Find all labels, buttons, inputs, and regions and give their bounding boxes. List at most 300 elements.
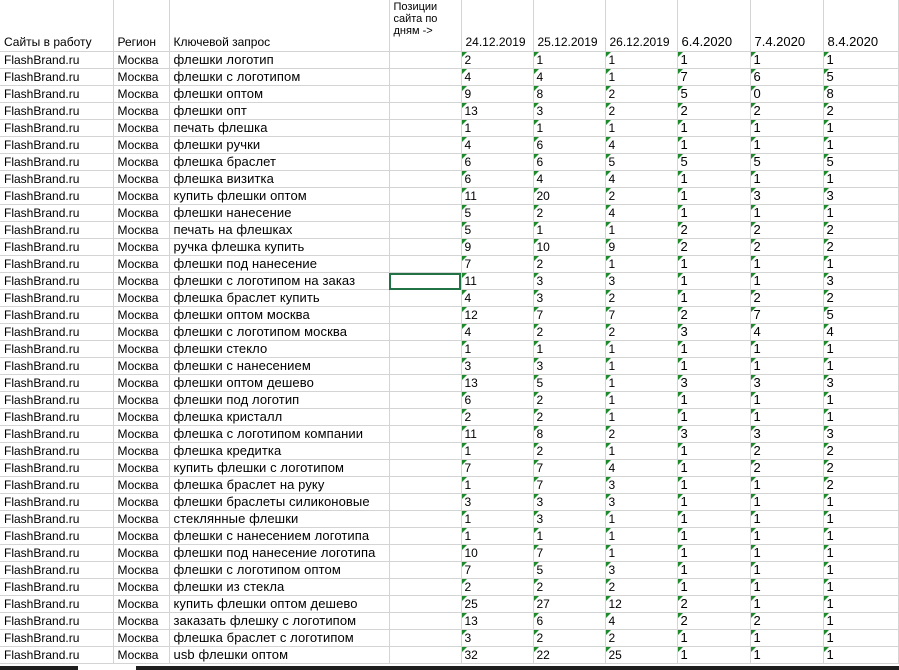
cell-keyword[interactable]: флешки нанесение <box>169 205 389 222</box>
cell-region[interactable]: Москва <box>113 239 169 256</box>
cell-position-value[interactable]: 1 <box>750 137 823 154</box>
cell-region[interactable]: Москва <box>113 324 169 341</box>
cell-keyword[interactable]: флешка кристалл <box>169 409 389 426</box>
cell-position-value[interactable]: 3 <box>677 426 750 443</box>
cell-positions[interactable] <box>389 69 461 86</box>
cell-position-value[interactable]: 9 <box>605 239 677 256</box>
cell-position-value[interactable]: 2 <box>750 613 823 630</box>
cell-region[interactable]: Москва <box>113 630 169 647</box>
cell-position-value[interactable]: 6 <box>533 154 605 171</box>
cell-position-value[interactable]: 1 <box>677 273 750 290</box>
cell-region[interactable]: Москва <box>113 443 169 460</box>
cell-region[interactable]: Москва <box>113 307 169 324</box>
cell-keyword[interactable]: флешки с логотипом <box>169 69 389 86</box>
cell-position-value[interactable]: 2 <box>677 222 750 239</box>
cell-position-value[interactable]: 3 <box>533 290 605 307</box>
cell-region[interactable]: Москва <box>113 647 169 664</box>
cell-position-value[interactable]: 3 <box>677 324 750 341</box>
cell-position-value[interactable]: 1 <box>823 545 898 562</box>
cell-region[interactable]: Москва <box>113 375 169 392</box>
cell-position-value[interactable]: 1 <box>677 137 750 154</box>
cell-position-value[interactable]: 1 <box>605 256 677 273</box>
cell-position-value[interactable]: 1 <box>823 579 898 596</box>
cell-position-value[interactable]: 1 <box>823 341 898 358</box>
cell-region[interactable]: Москва <box>113 52 169 69</box>
cell-site[interactable]: FlashBrand.ru <box>0 69 113 86</box>
cell-position-value[interactable]: 10 <box>461 545 533 562</box>
cell-position-value[interactable]: 2 <box>677 239 750 256</box>
cell-site[interactable]: FlashBrand.ru <box>0 443 113 460</box>
cell-region[interactable]: Москва <box>113 171 169 188</box>
cell-position-value[interactable]: 7 <box>605 307 677 324</box>
cell-region[interactable]: Москва <box>113 392 169 409</box>
cell-position-value[interactable]: 1 <box>750 596 823 613</box>
cell-position-value[interactable]: 1 <box>677 647 750 664</box>
header-site[interactable]: Сайты в работу <box>0 0 113 52</box>
cell-position-value[interactable]: 2 <box>823 103 898 120</box>
cell-keyword[interactable]: флешки под логотип <box>169 392 389 409</box>
cell-position-value[interactable]: 1 <box>677 52 750 69</box>
cell-keyword[interactable]: купить флешки оптом дешево <box>169 596 389 613</box>
cell-position-value[interactable]: 1 <box>677 120 750 137</box>
cell-positions[interactable] <box>389 545 461 562</box>
cell-position-value[interactable]: 3 <box>823 273 898 290</box>
cell-keyword[interactable]: флешки с логотипом на заказ <box>169 273 389 290</box>
cell-position-value[interactable]: 2 <box>605 188 677 205</box>
cell-region[interactable]: Москва <box>113 86 169 103</box>
cell-position-value[interactable]: 12 <box>461 307 533 324</box>
cell-site[interactable]: FlashBrand.ru <box>0 137 113 154</box>
cell-position-value[interactable]: 1 <box>677 188 750 205</box>
cell-position-value[interactable]: 4 <box>823 324 898 341</box>
cell-position-value[interactable]: 3 <box>533 273 605 290</box>
cell-keyword[interactable]: usb флешки оптом <box>169 647 389 664</box>
cell-region[interactable]: Москва <box>113 528 169 545</box>
cell-position-value[interactable]: 2 <box>750 460 823 477</box>
cell-position-value[interactable]: 1 <box>677 460 750 477</box>
cell-positions[interactable] <box>389 86 461 103</box>
cell-keyword[interactable]: флешки оптом <box>169 86 389 103</box>
cell-site[interactable]: FlashBrand.ru <box>0 86 113 103</box>
cell-position-value[interactable]: 1 <box>823 256 898 273</box>
cell-keyword[interactable]: флешки браслеты силиконовые <box>169 494 389 511</box>
cell-keyword[interactable]: флешки с логотипом оптом <box>169 562 389 579</box>
cell-position-value[interactable]: 8 <box>533 86 605 103</box>
cell-position-value[interactable]: 1 <box>750 392 823 409</box>
cell-positions[interactable] <box>389 341 461 358</box>
cell-site[interactable]: FlashBrand.ru <box>0 375 113 392</box>
cell-position-value[interactable]: 1 <box>677 409 750 426</box>
cell-position-value[interactable]: 7 <box>677 69 750 86</box>
cell-site[interactable]: FlashBrand.ru <box>0 103 113 120</box>
cell-position-value[interactable]: 7 <box>533 545 605 562</box>
cell-position-value[interactable]: 2 <box>605 290 677 307</box>
cell-position-value[interactable]: 3 <box>750 426 823 443</box>
header-date[interactable]: 26.12.2019 <box>605 0 677 52</box>
cell-position-value[interactable]: 1 <box>823 528 898 545</box>
cell-position-value[interactable]: 2 <box>533 443 605 460</box>
cell-position-value[interactable]: 8 <box>823 86 898 103</box>
cell-region[interactable]: Москва <box>113 579 169 596</box>
cell-position-value[interactable]: 1 <box>533 222 605 239</box>
cell-position-value[interactable]: 3 <box>823 375 898 392</box>
cell-region[interactable]: Москва <box>113 341 169 358</box>
cell-region[interactable]: Москва <box>113 545 169 562</box>
cell-position-value[interactable]: 1 <box>461 120 533 137</box>
cell-position-value[interactable]: 2 <box>750 239 823 256</box>
cell-position-value[interactable]: 5 <box>533 562 605 579</box>
cell-position-value[interactable]: 1 <box>750 528 823 545</box>
cell-position-value[interactable]: 1 <box>823 630 898 647</box>
cell-position-value[interactable]: 7 <box>750 307 823 324</box>
cell-position-value[interactable]: 2 <box>750 443 823 460</box>
cell-position-value[interactable]: 1 <box>677 579 750 596</box>
cell-site[interactable]: FlashBrand.ru <box>0 426 113 443</box>
cell-position-value[interactable]: 13 <box>461 375 533 392</box>
cell-site[interactable]: FlashBrand.ru <box>0 120 113 137</box>
cell-position-value[interactable]: 2 <box>823 443 898 460</box>
cell-positions[interactable] <box>389 188 461 205</box>
cell-position-value[interactable]: 1 <box>823 358 898 375</box>
cell-site[interactable]: FlashBrand.ru <box>0 222 113 239</box>
cell-position-value[interactable]: 4 <box>461 290 533 307</box>
cell-position-value[interactable]: 1 <box>677 511 750 528</box>
cell-position-value[interactable]: 3 <box>750 375 823 392</box>
cell-position-value[interactable]: 3 <box>533 103 605 120</box>
cell-positions[interactable] <box>389 375 461 392</box>
cell-position-value[interactable]: 25 <box>461 596 533 613</box>
cell-keyword[interactable]: флешки с нанесением логотипа <box>169 528 389 545</box>
cell-site[interactable]: FlashBrand.ru <box>0 647 113 664</box>
cell-position-value[interactable]: 1 <box>750 358 823 375</box>
cell-keyword[interactable]: флешки ручки <box>169 137 389 154</box>
cell-positions[interactable] <box>389 613 461 630</box>
cell-position-value[interactable]: 11 <box>461 426 533 443</box>
cell-position-value[interactable]: 1 <box>605 120 677 137</box>
cell-position-value[interactable]: 1 <box>750 494 823 511</box>
cell-region[interactable]: Москва <box>113 562 169 579</box>
cell-position-value[interactable]: 1 <box>750 205 823 222</box>
cell-position-value[interactable]: 1 <box>605 392 677 409</box>
cell-position-value[interactable]: 1 <box>823 392 898 409</box>
cell-position-value[interactable]: 4 <box>605 205 677 222</box>
cell-positions[interactable] <box>389 239 461 256</box>
cell-region[interactable]: Москва <box>113 613 169 630</box>
cell-position-value[interactable]: 6 <box>461 171 533 188</box>
cell-site[interactable]: FlashBrand.ru <box>0 256 113 273</box>
cell-position-value[interactable]: 1 <box>605 375 677 392</box>
cell-position-value[interactable]: 6 <box>461 392 533 409</box>
cell-positions[interactable] <box>389 409 461 426</box>
cell-position-value[interactable]: 1 <box>533 528 605 545</box>
cell-position-value[interactable]: 5 <box>461 205 533 222</box>
cell-positions[interactable] <box>389 494 461 511</box>
header-date[interactable]: 25.12.2019 <box>533 0 605 52</box>
cell-position-value[interactable]: 5 <box>750 154 823 171</box>
cell-position-value[interactable]: 2 <box>605 426 677 443</box>
cell-position-value[interactable]: 7 <box>533 460 605 477</box>
cell-keyword[interactable]: флешки под нанесение логотипа <box>169 545 389 562</box>
cell-position-value[interactable]: 1 <box>750 52 823 69</box>
cell-position-value[interactable]: 1 <box>823 562 898 579</box>
cell-position-value[interactable]: 3 <box>605 273 677 290</box>
cell-position-value[interactable]: 1 <box>750 511 823 528</box>
cell-position-value[interactable]: 1 <box>461 511 533 528</box>
cell-site[interactable]: FlashBrand.ru <box>0 171 113 188</box>
cell-position-value[interactable]: 1 <box>461 443 533 460</box>
cell-position-value[interactable]: 2 <box>823 477 898 494</box>
cell-positions[interactable] <box>389 460 461 477</box>
cell-region[interactable]: Москва <box>113 205 169 222</box>
cell-region[interactable]: Москва <box>113 188 169 205</box>
cell-position-value[interactable]: 2 <box>533 205 605 222</box>
cell-position-value[interactable]: 3 <box>605 477 677 494</box>
cell-positions[interactable] <box>389 596 461 613</box>
cell-site[interactable]: FlashBrand.ru <box>0 630 113 647</box>
cell-positions[interactable] <box>389 324 461 341</box>
cell-position-value[interactable]: 4 <box>533 171 605 188</box>
cell-position-value[interactable]: 3 <box>533 511 605 528</box>
cell-position-value[interactable]: 5 <box>677 86 750 103</box>
cell-position-value[interactable]: 3 <box>823 426 898 443</box>
cell-position-value[interactable]: 1 <box>750 120 823 137</box>
cell-position-value[interactable]: 9 <box>461 239 533 256</box>
cell-site[interactable]: FlashBrand.ru <box>0 409 113 426</box>
cell-keyword[interactable]: флешка кредитка <box>169 443 389 460</box>
cell-region[interactable]: Москва <box>113 494 169 511</box>
cell-position-value[interactable]: 8 <box>533 426 605 443</box>
cell-position-value[interactable]: 1 <box>750 341 823 358</box>
cell-positions[interactable] <box>389 120 461 137</box>
cell-positions[interactable] <box>389 579 461 596</box>
cell-position-value[interactable]: 2 <box>605 86 677 103</box>
cell-region[interactable]: Москва <box>113 409 169 426</box>
cell-position-value[interactable]: 2 <box>750 222 823 239</box>
cell-region[interactable]: Москва <box>113 69 169 86</box>
cell-keyword[interactable]: печать флешка <box>169 120 389 137</box>
cell-position-value[interactable]: 4 <box>605 137 677 154</box>
cell-position-value[interactable]: 1 <box>677 358 750 375</box>
cell-position-value[interactable]: 7 <box>533 307 605 324</box>
cell-region[interactable]: Москва <box>113 477 169 494</box>
cell-position-value[interactable]: 1 <box>823 409 898 426</box>
cell-positions[interactable] <box>389 273 461 290</box>
cell-position-value[interactable]: 1 <box>605 528 677 545</box>
cell-positions[interactable] <box>389 562 461 579</box>
cell-positions[interactable] <box>389 358 461 375</box>
cell-position-value[interactable]: 1 <box>605 511 677 528</box>
cell-region[interactable]: Москва <box>113 596 169 613</box>
header-date[interactable]: 24.12.2019 <box>461 0 533 52</box>
cell-position-value[interactable]: 7 <box>461 460 533 477</box>
cell-position-value[interactable]: 2 <box>461 579 533 596</box>
cell-position-value[interactable]: 32 <box>461 647 533 664</box>
cell-position-value[interactable]: 1 <box>750 409 823 426</box>
cell-site[interactable]: FlashBrand.ru <box>0 596 113 613</box>
cell-position-value[interactable]: 1 <box>677 477 750 494</box>
cell-position-value[interactable]: 3 <box>533 358 605 375</box>
cell-region[interactable]: Москва <box>113 137 169 154</box>
cell-position-value[interactable]: 5 <box>461 222 533 239</box>
cell-site[interactable]: FlashBrand.ru <box>0 205 113 222</box>
cell-position-value[interactable]: 4 <box>605 171 677 188</box>
cell-keyword[interactable]: флешка браслет купить <box>169 290 389 307</box>
header-keyword[interactable]: Ключевой запрос <box>169 0 389 52</box>
cell-positions[interactable] <box>389 307 461 324</box>
cell-position-value[interactable]: 4 <box>461 324 533 341</box>
cell-position-value[interactable]: 2 <box>605 324 677 341</box>
cell-position-value[interactable]: 1 <box>823 613 898 630</box>
cell-position-value[interactable]: 2 <box>677 307 750 324</box>
cell-position-value[interactable]: 1 <box>750 579 823 596</box>
cell-position-value[interactable]: 1 <box>750 545 823 562</box>
cell-site[interactable]: FlashBrand.ru <box>0 494 113 511</box>
cell-position-value[interactable]: 7 <box>461 256 533 273</box>
cell-positions[interactable] <box>389 511 461 528</box>
cell-site[interactable]: FlashBrand.ru <box>0 341 113 358</box>
cell-keyword[interactable]: флешки оптом дешево <box>169 375 389 392</box>
cell-position-value[interactable]: 1 <box>677 290 750 307</box>
cell-site[interactable]: FlashBrand.ru <box>0 511 113 528</box>
cell-site[interactable]: FlashBrand.ru <box>0 273 113 290</box>
cell-region[interactable]: Москва <box>113 256 169 273</box>
cell-region[interactable]: Москва <box>113 460 169 477</box>
cell-positions[interactable] <box>389 647 461 664</box>
cell-keyword[interactable]: флешка браслет <box>169 154 389 171</box>
cell-position-value[interactable]: 1 <box>605 443 677 460</box>
cell-position-value[interactable]: 10 <box>533 239 605 256</box>
cell-position-value[interactable]: 2 <box>605 103 677 120</box>
cell-position-value[interactable]: 2 <box>605 579 677 596</box>
cell-position-value[interactable]: 1 <box>533 341 605 358</box>
cell-keyword[interactable]: флешки под нанесение <box>169 256 389 273</box>
cell-position-value[interactable]: 4 <box>605 613 677 630</box>
cell-keyword[interactable]: флешка браслет на руку <box>169 477 389 494</box>
cell-keyword[interactable]: флешка визитка <box>169 171 389 188</box>
cell-position-value[interactable]: 3 <box>605 494 677 511</box>
cell-keyword[interactable]: флешки из стекла <box>169 579 389 596</box>
cell-site[interactable]: FlashBrand.ru <box>0 477 113 494</box>
cell-position-value[interactable]: 1 <box>750 562 823 579</box>
cell-position-value[interactable]: 2 <box>533 409 605 426</box>
cell-position-value[interactable]: 1 <box>677 545 750 562</box>
cell-site[interactable]: FlashBrand.ru <box>0 392 113 409</box>
header-date[interactable]: 7.4.2020 <box>750 0 823 52</box>
cell-position-value[interactable]: 6 <box>533 137 605 154</box>
cell-position-value[interactable]: 11 <box>461 188 533 205</box>
cell-position-value[interactable]: 5 <box>823 307 898 324</box>
cell-position-value[interactable]: 7 <box>533 477 605 494</box>
cell-position-value[interactable]: 1 <box>677 205 750 222</box>
cell-position-value[interactable]: 5 <box>533 375 605 392</box>
cell-positions[interactable] <box>389 443 461 460</box>
cell-positions[interactable] <box>389 103 461 120</box>
cell-position-value[interactable]: 4 <box>533 69 605 86</box>
cell-keyword[interactable]: ручка флешка купить <box>169 239 389 256</box>
cell-position-value[interactable]: 0 <box>750 86 823 103</box>
cell-site[interactable]: FlashBrand.ru <box>0 579 113 596</box>
cell-position-value[interactable]: 13 <box>461 613 533 630</box>
cell-position-value[interactable]: 1 <box>677 392 750 409</box>
cell-position-value[interactable]: 2 <box>677 596 750 613</box>
cell-site[interactable]: FlashBrand.ru <box>0 52 113 69</box>
cell-position-value[interactable]: 27 <box>533 596 605 613</box>
cell-region[interactable]: Москва <box>113 358 169 375</box>
cell-positions[interactable] <box>389 52 461 69</box>
cell-position-value[interactable]: 20 <box>533 188 605 205</box>
cell-position-value[interactable]: 1 <box>533 52 605 69</box>
cell-position-value[interactable]: 1 <box>823 205 898 222</box>
cell-position-value[interactable]: 2 <box>677 613 750 630</box>
cell-positions[interactable] <box>389 171 461 188</box>
cell-region[interactable]: Москва <box>113 222 169 239</box>
cell-region[interactable]: Москва <box>113 273 169 290</box>
cell-position-value[interactable]: 1 <box>750 630 823 647</box>
cell-keyword[interactable]: флешки опт <box>169 103 389 120</box>
cell-positions[interactable] <box>389 154 461 171</box>
cell-site[interactable]: FlashBrand.ru <box>0 188 113 205</box>
cell-position-value[interactable]: 1 <box>823 511 898 528</box>
cell-region[interactable]: Москва <box>113 290 169 307</box>
cell-positions[interactable] <box>389 205 461 222</box>
cell-position-value[interactable]: 1 <box>750 171 823 188</box>
cell-position-value[interactable]: 1 <box>750 647 823 664</box>
cell-position-value[interactable]: 5 <box>823 154 898 171</box>
cell-position-value[interactable]: 1 <box>677 528 750 545</box>
cell-position-value[interactable]: 2 <box>533 630 605 647</box>
cell-position-value[interactable]: 4 <box>750 324 823 341</box>
cell-position-value[interactable]: 1 <box>677 562 750 579</box>
cell-position-value[interactable]: 2 <box>533 392 605 409</box>
cell-position-value[interactable]: 1 <box>677 341 750 358</box>
header-region[interactable]: Регион <box>113 0 169 52</box>
cell-position-value[interactable]: 3 <box>823 188 898 205</box>
cell-position-value[interactable]: 1 <box>823 120 898 137</box>
header-positions[interactable]: Позиции сайта по дням -> <box>389 0 461 52</box>
cell-position-value[interactable]: 2 <box>823 239 898 256</box>
cell-position-value[interactable]: 2 <box>823 290 898 307</box>
cell-position-value[interactable]: 1 <box>605 409 677 426</box>
cell-position-value[interactable]: 1 <box>750 256 823 273</box>
cell-site[interactable]: FlashBrand.ru <box>0 358 113 375</box>
cell-position-value[interactable]: 1 <box>823 171 898 188</box>
cell-positions[interactable] <box>389 256 461 273</box>
cell-position-value[interactable]: 1 <box>823 596 898 613</box>
cell-keyword[interactable]: заказать флешку с логотипом <box>169 613 389 630</box>
header-date[interactable]: 6.4.2020 <box>677 0 750 52</box>
cell-keyword[interactable]: флешки оптом москва <box>169 307 389 324</box>
cell-position-value[interactable]: 1 <box>461 477 533 494</box>
cell-position-value[interactable]: 11 <box>461 273 533 290</box>
cell-position-value[interactable]: 1 <box>677 630 750 647</box>
cell-position-value[interactable]: 1 <box>605 222 677 239</box>
cell-position-value[interactable]: 2 <box>823 222 898 239</box>
cell-position-value[interactable]: 2 <box>823 460 898 477</box>
cell-position-value[interactable]: 1 <box>677 494 750 511</box>
cell-position-value[interactable]: 9 <box>461 86 533 103</box>
cell-position-value[interactable]: 2 <box>533 324 605 341</box>
cell-position-value[interactable]: 1 <box>533 120 605 137</box>
cell-keyword[interactable]: купить флешки оптом <box>169 188 389 205</box>
cell-position-value[interactable]: 3 <box>605 562 677 579</box>
cell-position-value[interactable]: 2 <box>533 579 605 596</box>
cell-positions[interactable] <box>389 630 461 647</box>
cell-position-value[interactable]: 6 <box>461 154 533 171</box>
cell-region[interactable]: Москва <box>113 511 169 528</box>
cell-position-value[interactable]: 3 <box>461 630 533 647</box>
cell-position-value[interactable]: 1 <box>750 477 823 494</box>
cell-keyword[interactable]: флешка браслет с логотипом <box>169 630 389 647</box>
